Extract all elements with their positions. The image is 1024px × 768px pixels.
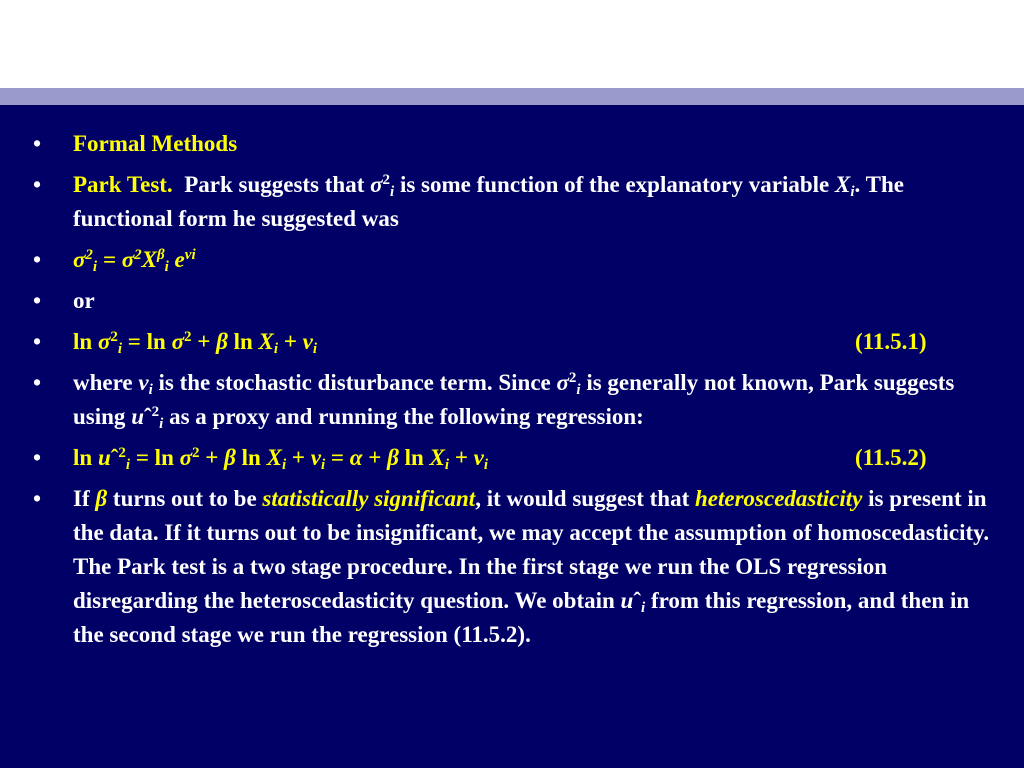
math-superscript: 2 xyxy=(568,370,577,386)
math-v: v xyxy=(302,329,313,354)
math-equals: = xyxy=(325,445,350,470)
math-hat: ˆ xyxy=(110,445,119,470)
math-plus: + xyxy=(449,445,474,470)
or-text: or xyxy=(73,288,95,313)
text-segment: is the stochastic disturbance term. Since xyxy=(152,370,557,395)
math-subscript: i xyxy=(641,600,646,616)
park-test-label: Park Test. xyxy=(73,172,173,197)
bullet-marker: • xyxy=(33,288,42,313)
math-superscript: 2 xyxy=(192,445,200,461)
math-alpha: α xyxy=(349,445,363,470)
math-hat: ˆ xyxy=(143,404,152,429)
equation-regression xyxy=(73,445,489,473)
bullet-marker: • xyxy=(33,172,42,197)
math-u: u xyxy=(620,588,634,613)
math-superscript: 2 xyxy=(85,247,93,263)
bullet-interpretation xyxy=(0,482,1000,652)
math-x: X xyxy=(835,172,851,197)
math-sigma: σ xyxy=(370,172,383,197)
text-segment: If xyxy=(73,486,96,511)
math-beta: β xyxy=(387,445,399,470)
heading-formal-methods: Formal Methods xyxy=(73,131,238,156)
math-v: v xyxy=(138,370,149,395)
bullet-park-functional-form xyxy=(0,243,1000,277)
math-beta: β xyxy=(216,329,228,354)
math-subscript: i xyxy=(320,457,326,473)
math-subscript: i xyxy=(164,259,169,275)
text-segment: is generally not known, Park suggests using xyxy=(73,370,955,429)
equation-number-11-5-2: (11.5.2) xyxy=(855,445,927,470)
bullet-where-v xyxy=(0,366,1000,434)
math-ln: ln xyxy=(235,445,267,470)
slide-body xyxy=(0,105,1024,768)
math-subscript: i xyxy=(159,416,164,432)
header-divider-stripe xyxy=(0,88,1024,105)
text-segment: from this regression, and then in the second stage we run the regression (11.5.2). xyxy=(73,588,970,647)
bullet-list xyxy=(0,127,1000,659)
text-segment: as a proxy and running the following regression: xyxy=(163,404,644,429)
math-beta: β xyxy=(95,486,108,511)
math-superscript: 2 xyxy=(110,329,118,345)
text-segment: . The functional form he suggested was xyxy=(73,172,904,231)
math-subscript: i xyxy=(444,457,450,473)
math-sigma: σ xyxy=(121,247,135,272)
bullet-formal-methods xyxy=(0,127,1000,161)
math-v: v xyxy=(310,445,321,470)
math-superscript-exponent xyxy=(185,247,196,263)
math-subscript: i xyxy=(390,184,395,200)
math-subscript: i xyxy=(312,341,318,357)
math-v: v xyxy=(184,247,192,263)
math-superscript: 2 xyxy=(118,445,126,461)
math-subscript: i xyxy=(125,457,131,473)
math-e: e xyxy=(174,247,185,272)
math-sigma: σ xyxy=(179,445,193,470)
math-x: X xyxy=(266,445,282,470)
math-sigma: σ xyxy=(97,329,111,354)
math-plus: + xyxy=(286,445,311,470)
math-superscript: 2 xyxy=(134,247,142,263)
math-ln: ln xyxy=(398,445,430,470)
text-segment: is some function of the explanatory variable xyxy=(394,172,835,197)
math-plus: + xyxy=(278,329,303,354)
math-subscript: i xyxy=(483,457,489,473)
math-plus: + xyxy=(191,329,217,354)
math-sigma: σ xyxy=(556,370,569,395)
text-segment: , it would suggest that xyxy=(475,486,695,511)
math-subscript: i xyxy=(273,341,279,357)
math-ln: ln xyxy=(73,445,98,470)
emphasis-heteroscedasticity: heteroscedasticity xyxy=(695,486,863,511)
text-segment: is present in the data. If it turns out to be insignificant, we may accept the assumption of homoscedasticity. The Park test is a two stage procedure. In the first stage we run the OLS regression disregarding the heteroscedasticity question. We obtain xyxy=(73,486,990,613)
math-sigma: σ xyxy=(73,247,86,272)
math-plus: + xyxy=(199,445,225,470)
text-segment: where xyxy=(73,370,139,395)
math-x: X xyxy=(429,445,445,470)
bullet-park-test xyxy=(0,168,1000,236)
bullet-marker: • xyxy=(33,370,42,395)
math-x: X xyxy=(141,247,157,272)
bullet-equation-11-5-2 xyxy=(0,441,1000,475)
bullet-marker: • xyxy=(33,329,42,354)
math-subscript: i xyxy=(850,184,855,200)
math-u: u xyxy=(97,445,111,470)
math-superscript: 2 xyxy=(151,404,160,420)
text-segment: turns out to be xyxy=(107,486,263,511)
math-subscript: i xyxy=(92,259,98,275)
math-superscript: 2 xyxy=(382,172,391,188)
math-subscript: i xyxy=(117,341,123,357)
emphasis-statistically-significant: statistically significant xyxy=(262,486,476,511)
math-sigma: σ xyxy=(171,329,184,354)
math-equals: = xyxy=(97,247,122,272)
math-u: u xyxy=(131,404,144,429)
math-beta: β xyxy=(224,445,236,470)
math-ln: ln xyxy=(73,329,98,354)
bullet-marker: • xyxy=(33,247,42,272)
slide-header-area xyxy=(0,0,1024,88)
bullet-or xyxy=(0,284,1000,318)
math-ln: ln xyxy=(227,329,259,354)
math-subscript: i xyxy=(281,457,287,473)
bullet-marker: • xyxy=(33,131,42,156)
bullet-equation-11-5-1 xyxy=(0,325,1000,359)
math-equals-ln: = ln xyxy=(130,445,180,470)
math-subscript: i xyxy=(576,382,581,398)
math-equals-ln: = ln xyxy=(122,329,172,354)
equation-log-form xyxy=(73,329,318,357)
math-x: X xyxy=(258,329,274,354)
equation-functional-form xyxy=(73,247,196,275)
math-i: i xyxy=(191,247,196,263)
math-v: v xyxy=(473,445,484,470)
math-subscript: i xyxy=(148,382,153,398)
math-plus: + xyxy=(362,445,388,470)
math-superscript-beta: β xyxy=(156,247,165,263)
bullet-marker: • xyxy=(33,445,42,470)
math-hat: ˆ xyxy=(633,588,642,613)
text-segment: Park suggests that xyxy=(172,172,371,197)
math-superscript: 2 xyxy=(183,329,192,345)
equation-number-11-5-1: (11.5.1) xyxy=(855,329,927,354)
bullet-marker: • xyxy=(33,486,42,511)
